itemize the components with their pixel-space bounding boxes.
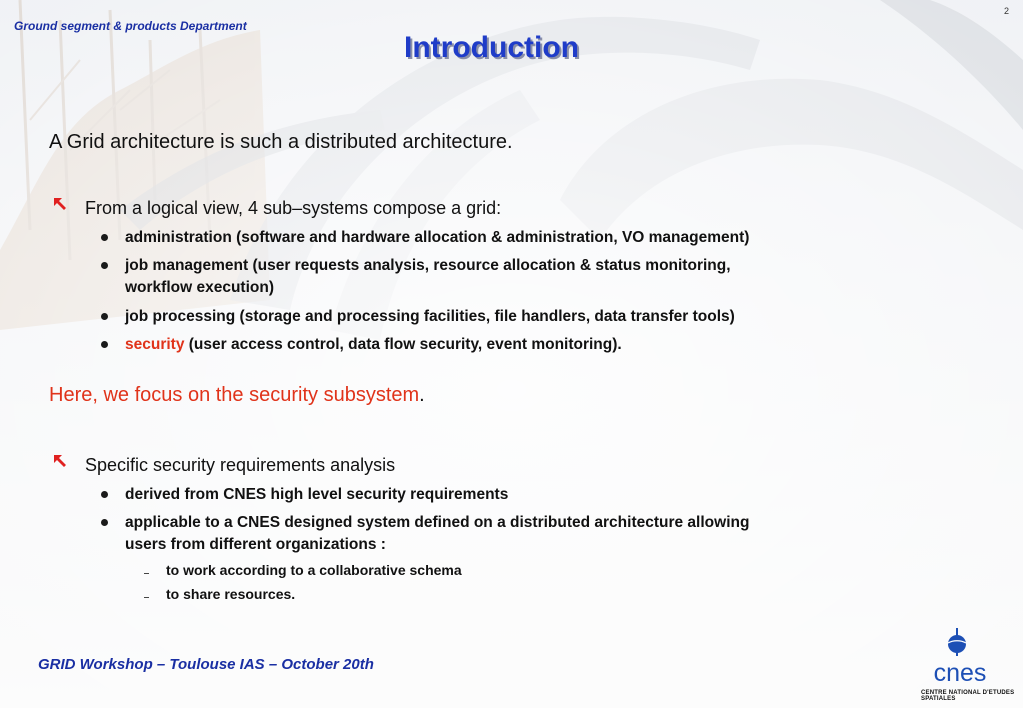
bullet-dot (101, 234, 108, 241)
security-description: (user access control, data flow security, event monitoring). (184, 336, 622, 353)
list-item-applicable-line1: applicable to a CNES designed system defined on a distributed architecture allowing (125, 514, 750, 531)
list-item-administration: administration (software and hardware allocation & administration, VO management) (125, 229, 750, 246)
cnes-logo-icon (920, 626, 1000, 688)
bullet-dot (101, 491, 108, 498)
department-label: Ground segment & products Department (14, 19, 247, 33)
logo-caption: CENTRE NATIONAL D'ETUDES SPATIALES (921, 690, 1015, 702)
focus-statement (49, 384, 425, 407)
list-item-job-management-line1: job management (user requests analysis, resource allocation & status monitoring, (125, 257, 731, 274)
subitem-share: to share resources. (166, 586, 296, 602)
dash-bullet (144, 597, 149, 598)
section1-arrow (52, 196, 68, 217)
bullet-dot (101, 341, 108, 348)
list-item-security (125, 334, 622, 355)
section2-lead: Specific security requirements analysis (85, 455, 396, 475)
section2-arrow (52, 453, 68, 474)
list-item-applicable-line2: users from different organizations : (125, 536, 386, 553)
list-item-derived: derived from CNES high level security requirements (125, 486, 509, 503)
footer-text: GRID Workshop – Toulouse IAS – October 20th (38, 656, 374, 673)
slide-title: Introduction (404, 31, 579, 64)
list-item-job-processing: job processing (storage and processing facilities, file handlers, data transfer tools) (125, 308, 735, 325)
dash-bullet (144, 573, 149, 574)
security-highlight: security (125, 336, 185, 353)
focus-text: Here, we focus on the security subsystem (49, 384, 420, 406)
subitem-collaborative: to work according to a collaborative schema (166, 562, 462, 578)
bullet-dot (101, 313, 108, 320)
page-number: 2 (1004, 6, 1010, 16)
bullet-dot (101, 519, 108, 526)
arrow-up-left-icon (52, 453, 68, 469)
intro-text: A Grid architecture is such a distributed architecture. (49, 131, 513, 153)
logo-word: cnes (933, 659, 987, 687)
bullet-dot (101, 262, 108, 269)
focus-period: . (419, 384, 425, 406)
arrow-up-left-icon (52, 196, 68, 212)
list-item-job-management-line2: workflow execution) (125, 279, 274, 296)
section1-lead: From a logical view, 4 sub–systems compose a grid: (85, 198, 502, 218)
